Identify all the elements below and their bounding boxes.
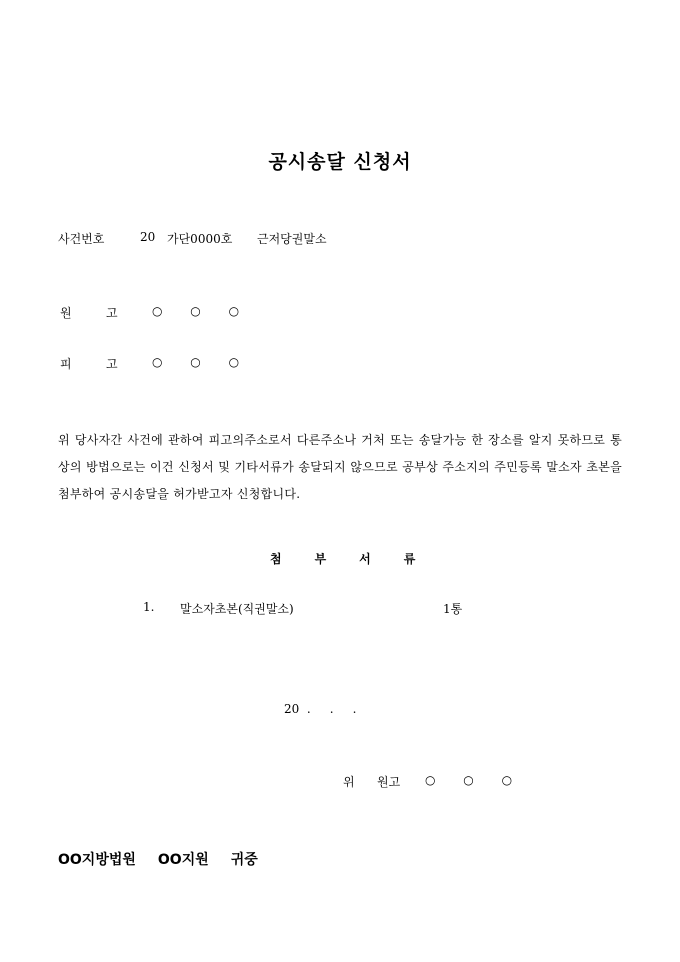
plaintiff-name: ○ ○ ○ (152, 304, 252, 318)
case-number-label: 사건번호 (58, 232, 105, 246)
plaintiff-label-first: 원 (60, 306, 72, 320)
case-name: 근저당권말소 (257, 232, 327, 246)
defendant-label-second: 고 (106, 357, 118, 371)
case-number: 가단0000호 (167, 232, 233, 246)
signature-role: 원고 (377, 775, 401, 789)
plaintiff-label-second: 고 (106, 306, 118, 320)
application-body: 위 당사자간 사건에 관하여 피고의주소로서 다른주소나 거처 또는 송달가능 한 장소를 알지 못하므로 통상의 방법으로는 이건 신청서 및 기타서류가 송달되지 않으므로 공부상 주소지의 주민등록 말소자 초본을 첨부하여 공시송달을 허가받고자 신청합니다. (58, 433, 622, 501)
signature-role-prefix: 위 (343, 775, 355, 789)
attachment-number: 1. (143, 600, 155, 614)
court-branch: OO지원 (157, 852, 209, 868)
defendant-label-first: 피 (60, 357, 72, 371)
court-suffix: 귀중 (230, 852, 258, 868)
court-district: OO지방법원 (58, 852, 136, 868)
signature-name: ○ ○ ○ (425, 773, 525, 787)
court-addressee (58, 849, 258, 869)
defendant-name: ○ ○ ○ (152, 355, 252, 369)
attachment-count: 1통 (443, 602, 463, 616)
application-date: 20 . . . (284, 702, 357, 716)
case-year: 20 (140, 230, 156, 244)
attachment-name: 말소자초본(직권말소) (180, 602, 294, 616)
document-title: 공시송달 신청서 (268, 151, 412, 173)
attachments-title: 첨부서류 (270, 552, 449, 566)
